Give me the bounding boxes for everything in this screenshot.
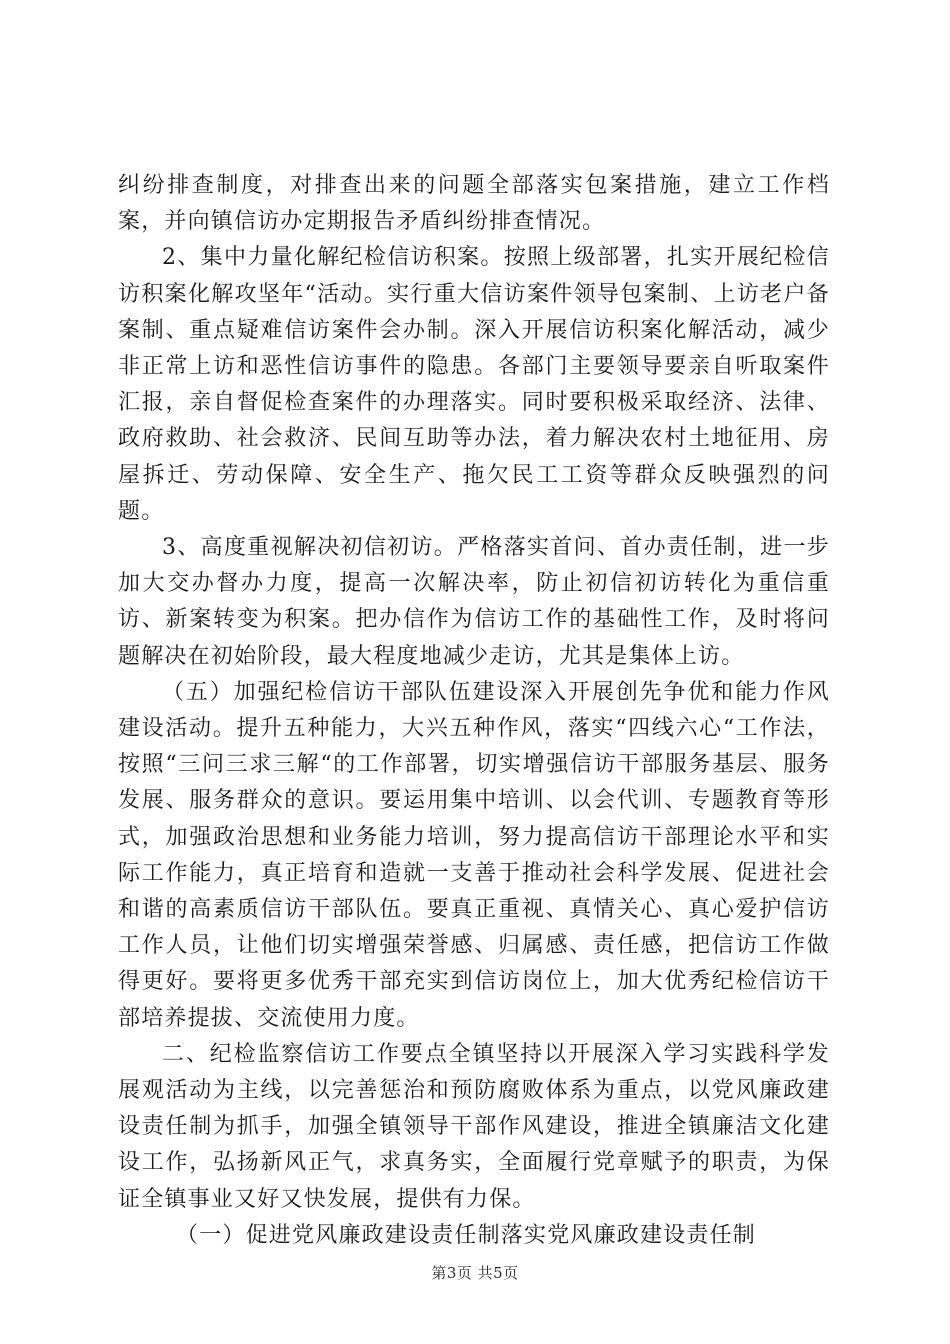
page-number: 第3页 共5页 [431, 1264, 519, 1282]
paragraph-backlog-resolution: 2、集中力量化解纪检信访积案。按照上级部署，扎实开展纪检信访积案化解攻坚年“活动。实行重大信访案件领导包案制、上访老户备案制、重点疑难信访案件会办制。深入开展信访积案化解活动，减少非正常上访和恶性信访事件的隐患。各部门主要领导要亲自听取案件汇报，亲自督促检查案件的办理落实。同时要积极采取经济、法律、政府救助、社会救济、民间互助等办法，着力解决农村土地征用、房屋拆迁、劳动保障、安全生产、拖欠民工工资等群众反映强烈的问题。 [118, 245, 830, 524]
paragraph-work-points: 二、纪检监察信访工作要点全镇坚持以开展深入学习实践科学发展观活动为主线，以完善惩治和预防腐败体系为重点，以党风廉政建设责任制为抓手，加强全镇领导干部作风建设，推进全镇廉洁文化建设工作，弘扬新风正气，求真务实，全面履行党章赋予的职责，为保证全镇事业又好又快发展，提供有力保。 [118, 1041, 830, 1212]
paragraph-team-building: （五）加强纪检信访干部队伍建设深入开展创先争优和能力作风建设活动。提升五种能力，大兴五种作风，落实“四线六心“工作法，按照“三问三求三解“的工作部署，切实增强信访干部服务基层、服务发展、服务群众的意识。要运用集中培训、以会代训、专题教育等形式，加强政治思想和业务能力培训，努力提高信访干部理论水平和实际工作能力，真正培育和造就一支善于推动社会科学发展、促进社会和谐的高素质信访干部队伍。要真正重视、真情关心、真心爱护信访工作人员，让他们切实增强荣誉感、归属感、责任感，把信访工作做得更好。要将更多优秀干部充实到信访岗位上，加大优秀纪检信访干部培养提拔、交流使用力度。 [118, 679, 830, 1031]
paragraph-first-petitions: 3、高度重视解决初信初访。严格落实首问、首办责任制，进一步加大交办督办力度，提高一次解决率，防止初信初访转化为重信重访、新案转变为积案。把办信作为信访工作的基础性工作，及时将问题解决在初始阶段，最大程度地减少走访，尤其是集体上访。 [118, 535, 830, 669]
paragraph-responsibility-system: （一）促进党风廉政建设责任制落实党风廉政建设责任制 [176, 1222, 757, 1248]
page-footer [0, 1262, 950, 1283]
paragraph-dispute-screening: 纠纷排查制度，对排查出来的问题全部落实包案措施，建立工作档案，并向镇信访办定期报告矛盾纠纷排查情况。 [118, 173, 830, 235]
document-body [118, 168, 830, 1254]
